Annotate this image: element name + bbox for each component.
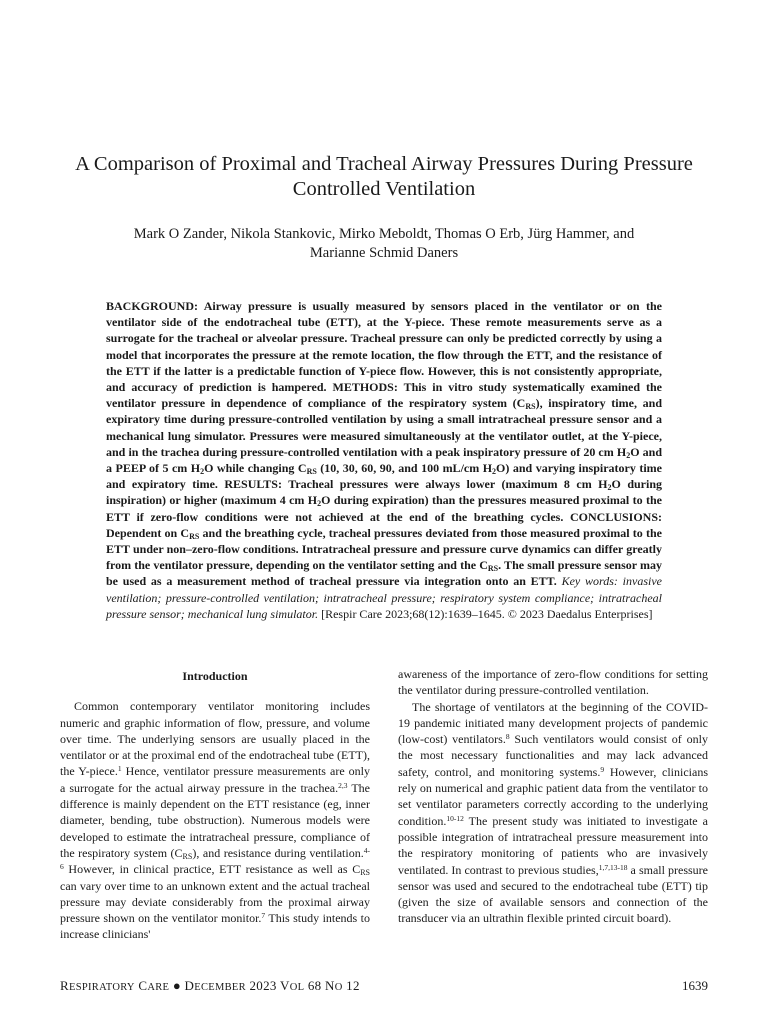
intro-paragraph-1: Common contemporary ventilator monitoring includes numeric and graphic information of flow, pressure, and volume over time. The underlying sensors are usually placed in the ventilator or at the proximal end of the endotracheal tube (ETT), the Y-piece.$^1$ Hence, ventilator pressure measurements are only a surrogate for the actual airway pressure in the trachea.$^{2,3}$ The difference is mainly dependent on the ETT resistance (eg, inner diameter, bending, tube obstruction). Numerous models were developed to estimate the intratracheal pressure, compliance of the respiratory system $(C_{RS})$, and resistance during ventilation.$^{4-6}$ However, in clinical practice, ETT resistance as well as $C_{RS}$ can vary over time to an unknown extent and the actual tracheal pressure may deviate considerably from the proximal airway pressure shown on the ventilator monitor.$^7$ This study intends to increase clinicians' bbox=[60, 699, 370, 942]
intro-paragraph-2: The shortage of ventilators at the beginning of the COVID-19 pandemic initiated many development projects of pandemic (low-cost) ventilators.$^8$ Such ventilators would consist of only the most necessary functionalities and may lack advanced safety, control, and monitoring systems.$^9$ However, clinicians rely on numerical and graphic patient data from the ventilator to set ventilator parameters correctly according to the underlying condition.$^{10-12}$ The present study was initiated to investigate a possible integration of intratracheal pressure measurement into the respiratory monitoring of patients who are invasively ventilated. In contrast to previous studies,$^{1,7,13-18}$ a small pressure sensor was used and secured to the endotracheal tube (ETT) tip (given the size of available sensors and connection of the transducer via an ultrathin flexible printed circuit board). bbox=[398, 699, 709, 926]
intro-paragraph-1-continued: awareness of the importance of zero-flow conditions for setting the ventilator during pressure-controlled ventilation. bbox=[398, 667, 708, 698]
column-right bbox=[398, 666, 708, 927]
reference-link[interactable]: 1,7,13-18 bbox=[598, 862, 628, 872]
column-left bbox=[60, 668, 370, 943]
author-list bbox=[60, 225, 708, 263]
reference-link[interactable]: 9 bbox=[600, 764, 605, 774]
abstract bbox=[106, 298, 662, 622]
section-heading-introduction: Introduction bbox=[182, 669, 248, 683]
journal-issue-line: RESPIRATORY CARE ● DECEMBER 2023 VOL 68 NO 12 bbox=[60, 978, 360, 993]
reference-link[interactable]: 10-12 bbox=[446, 813, 464, 823]
page-number: 1639 bbox=[682, 978, 708, 993]
abstract-body: BACKGROUND: Airway pressure is usually measured by sensors placed in the ventilator or on the ventilator side of the endotracheal tube (ETT), at the Y-piece. These remote measurements serve as a surrogate for the tracheal or alveolar pressure. Tracheal pressure can only be predicted correctly by using a model that incorporates the pressure at the remote location, the flow through the ETT, and the resistance of the ETT if the latter is a predictable function of Y-piece flow. However, this is not consistently appropriate, and accuracy of prediction is hampered. METHODS: This in vitro study systematically examined the ventilator pressure in dependence of compliance of the respiratory system $(C_{RS})$, inspiratory time, and expiratory time during pressure-controlled ventilation by using a small intratracheal pressure sensor and a mechanical lung simulator. Pressures were measured simultaneously at the ventilator outlet, at the Y-piece, and in the trachea during pressure-controlled ventilation with a peak inspiratory pressure of 20 cm $H_2O$ and a PEEP of 5 cm $H_2O$ while changing $C_{RS}$ (10, 30, 60, 90, and 100 mL/cm $H_2O$) and varying inspiratory time and expiratory time. RESULTS: Tracheal pressures were always lower (maximum 8 cm $H_2O$ during inspiration) or higher (maximum 4 cm $H_2O$ during expiration) than the pressures measured proximal to the ETT if zero-flow conditions were not achieved at the end of the breathing cycles. CONCLUSIONS: Dependent on $C_{RS}$ and the breathing cycle, tracheal pressures deviated from those measured proximal to the ETT under non–zero-flow conditions. Intratracheal pressure and pressure curve dynamics can differ greatly from the ventilator pressure, depending on the ventilator setting and the $C_{RS}$. The small pressure sensor may be used as a measurement method of tracheal pressure via integration onto an ETT. bbox=[106, 299, 663, 589]
reference-link[interactable]: 4-6 bbox=[60, 845, 370, 872]
reference-link[interactable]: 1 bbox=[117, 764, 122, 774]
author-line-1: Mark O Zander, Nikola Stankovic, Mirko Meboldt, Thomas O Erb, Jürg Hammer, and bbox=[133, 226, 635, 242]
author-line-2: Marianne Schmid Daners bbox=[309, 245, 459, 261]
reference-link[interactable]: 7 bbox=[261, 911, 266, 921]
reference-link[interactable]: 8 bbox=[505, 732, 510, 742]
reference-link[interactable]: 2,3 bbox=[338, 780, 348, 790]
article-title: A Comparison of Proximal and Tracheal Airway Pressures During Pressure Controlled Ventilation bbox=[75, 153, 693, 200]
abstract-citation: [Respir Care 2023;68(12):1639–1645. © 2023 Daedalus Enterprises] bbox=[318, 606, 653, 621]
abstract-keywords: Key words: invasive ventilation; pressure-controlled ventilation; intratracheal pressure; respiratory system compliance; intratracheal pressure sensor; mechanical lung simulator. bbox=[106, 574, 662, 621]
